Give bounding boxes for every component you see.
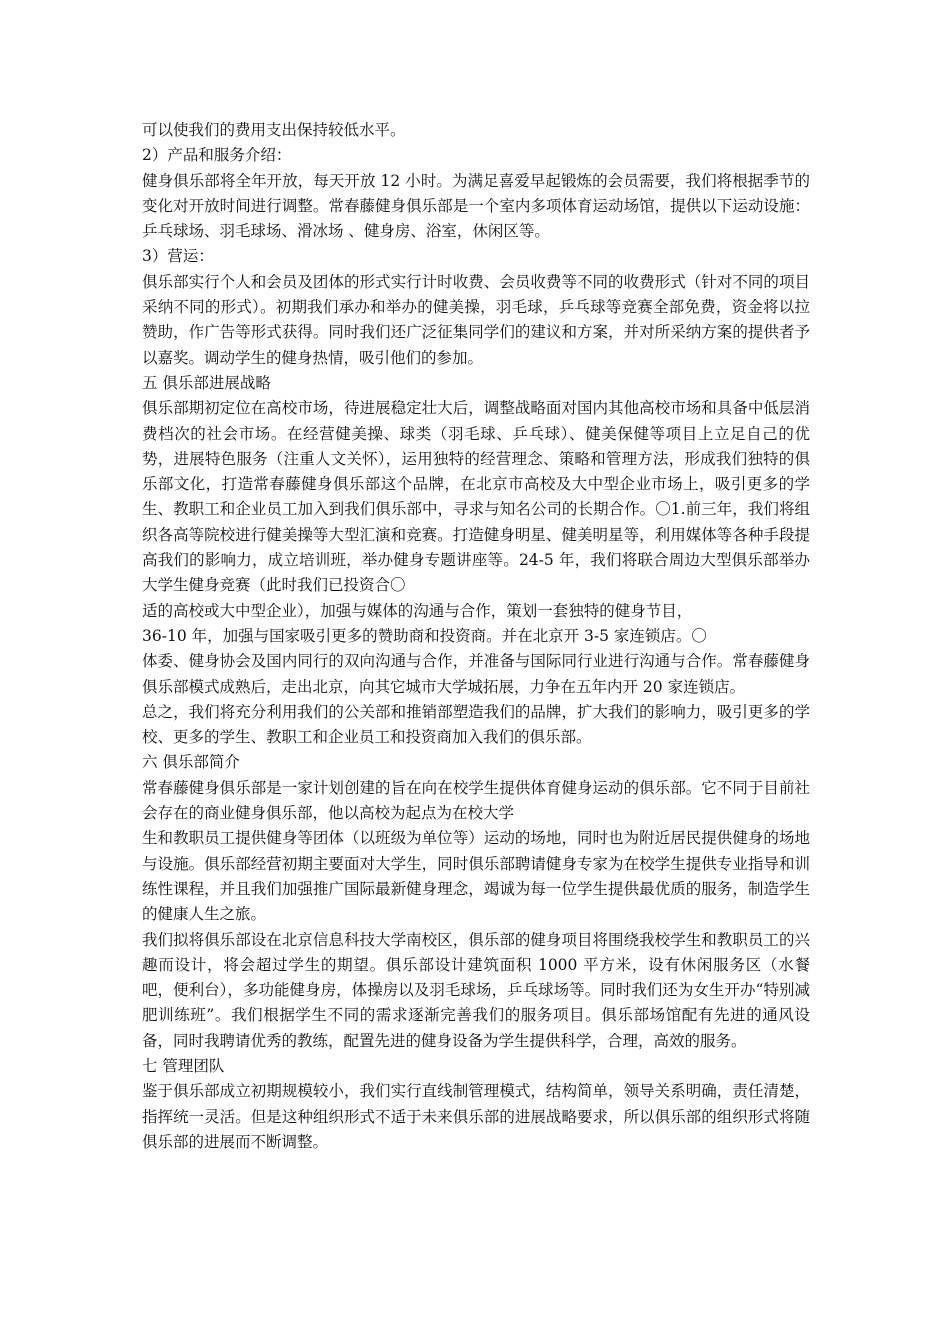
- paragraph-operations: 俱乐部实行个人和会员及团体的形式实行计时收费、会员收费等不同的收费形式（针对不同的项目采纳不同的形式）。初期我们承办和举办的健美操，羽毛球，乒乓球等竞赛全部免费，资金将以拉赞助，作广告等形式获得。同时我们还广泛征集同学们的建议和方案，并对所采纳方案的提供者予以嘉奖。调动学生的健身热情，吸引他们的参加。: [142, 272, 810, 367]
- subheading-products-services: 2）产品和服务介绍：: [142, 146, 292, 165]
- section-heading-strategy: 五 俱乐部进展战略: [142, 373, 271, 392]
- paragraph-cost-summary: 可以使我们的费用支出保持较低水平。: [142, 121, 406, 139]
- paragraph-club-intro-cont: 生和教职员工提供健身等团体（以班级为单位等）运动的场地，同时也为附近居民提供健身的场地与设施。俱乐部经营初期主要面对大学生，同时俱乐部聘请健身专家为在校学生提供专业指导和训练性课程，并且我们加强推广国际最新健身理念，竭诚为每一位学生提供最优质的服务，制造学生的健康人生之旅。: [142, 829, 810, 924]
- paragraph-club-location: 我们拟将俱乐部设在北京信息科技大学南校区，俱乐部的健身项目将围绕我校学生和教职员工的兴趣而设计，将会超过学生的期望。俱乐部设计建筑面积 1000 平方米，设有休闲服务区（水餐吧，便利台），多功能健身房，体操房以及羽毛球场，乒乓球场等。同时我们还为女生开办“特别减肥训练班”。我们根据学生不同的需求逐渐完善我们的服务项目。俱乐部场馆配有先进的通风设备，同时我聘请优秀的教练，配置先进的健身设备为学生提供科学，合理，高效的服务。: [142, 930, 810, 1050]
- paragraph-management: 鉴于俱乐部成立初期规模较小，我们实行直线制管理模式，结构简单，领导关系明确，责任清楚，指挥统一灵活。但是这种组织形式不适于未来俱乐部的进展战略要求，所以俱乐部的组织形式将随俱乐部的进展而不断调整。: [142, 1082, 810, 1151]
- paragraph-strategy: 俱乐部期初定位在高校市场，待进展稳定壮大后，调整战略面对国内其他高校市场和具备中低层消费档次的社会市场。在经营健美操、球类（羽毛球、乒乓球）、健美保健等项目上立足自己的优势，进展特色服务（注重人文关怀），运用独特的经营理念、策略和管理方法，形成我们独特的俱乐部文化，打造常春藤健身俱乐部这个品牌，在北京市高校及大中型企业市场上，吸引更多的学生、教职工和企业员工加入到我们俱乐部中，寻求与知名公司的长期合作。〇1.前三年，我们将组织各高等院校进行健美操等大型汇演和竞赛。打造健身明星、健美明星等，利用媒体等各种手段提高我们的影响力，成立培训班，举办健身专题讲座等。24-5 年，我们将联合周边大型俱乐部举办大学生健身竞赛（此时我们已投资合〇: [142, 399, 810, 595]
- paragraph-strategy-cont-1: 适的高校或大中型企业），加强与媒体的沟通与合作，策划一套独特的健身节目，: [142, 601, 693, 620]
- paragraph-strategy-cont-2: 36-10 年，加强与国家吸引更多的赞助商和投资商。并在北京开 3-5 家连锁店。〇: [142, 626, 707, 645]
- paragraph-club-intro: 常春藤健身俱乐部是一家计划创建的旨在向在校学生提供体育健身运动的俱乐部。它不同于目前社会存在的商业健身俱乐部，他以高校为起点为在校大学: [142, 778, 810, 823]
- section-heading-club-intro: 六 俱乐部简介: [142, 753, 240, 772]
- subheading-operations: 3）营运：: [142, 247, 214, 266]
- document-body: [142, 118, 810, 1155]
- paragraph-strategy-summary: 总之，我们将充分利用我们的公关部和推销部塑造我们的品牌，扩大我们的影响力，吸引更多的学校、更多的学生、教职工和企业员工和投资商加入我们的俱乐部。: [142, 702, 810, 747]
- paragraph-products-services: 健身俱乐部将全年开放，每天开放 12 小时。为满足喜爱早起锻炼的会员需要，我们将根据季节的变化对开放时间进行调整。常春藤健身俱乐部是一个室内多项体育运动场馆，提供以下运动设施：乒乓球场、羽毛球场、滑冰场 、健身房、浴室，休闲区等。: [142, 171, 810, 241]
- paragraph-strategy-cont-3: 体委、健身协会及国内同行的双向沟通与合作，并准备与国际同行业进行沟通与合作。常春藤健身俱乐部模式成熟后，走出北京，向其它城市大学城拓展，力争在五年内开 20 家连锁店。: [142, 652, 810, 696]
- section-heading-management: 七 管理团队: [142, 1056, 225, 1075]
